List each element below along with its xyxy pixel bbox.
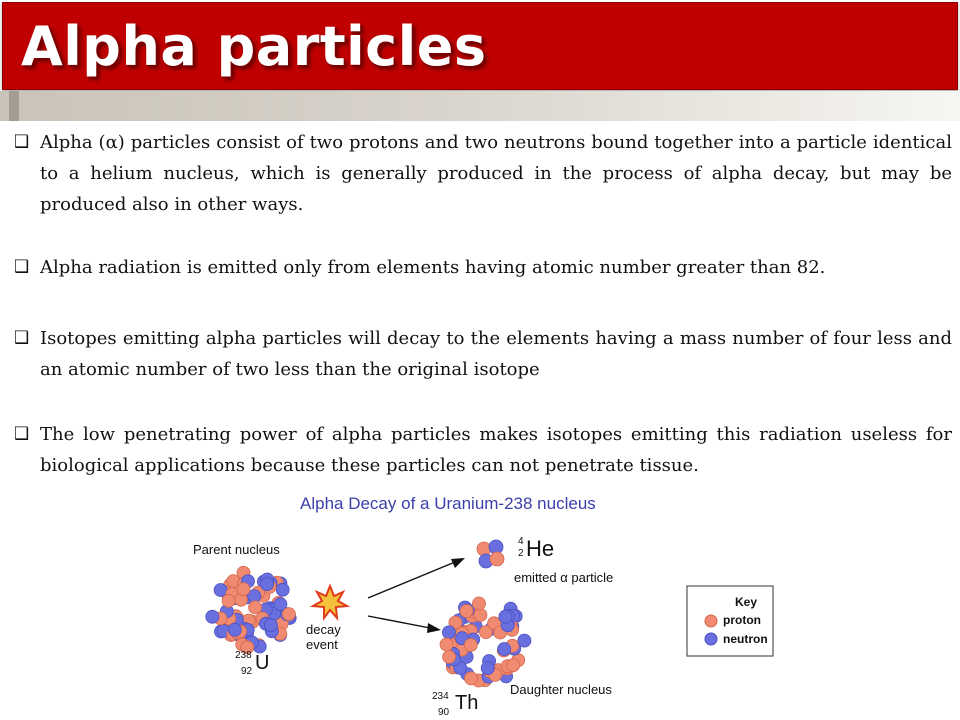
neutron-sphere <box>498 643 511 656</box>
bullet-text: Alpha (α) particles consist of two protons and two neutrons bound together into a particle identical to a helium nucleus, which is generally produced in the process of alpha decay, but may be produced also in other ways. <box>40 132 952 215</box>
proton-sphere <box>440 638 453 651</box>
key-neutron-icon <box>705 633 717 645</box>
neutron-sphere <box>261 578 274 591</box>
parent-nucleus <box>206 566 296 654</box>
key-proton-icon <box>705 615 717 627</box>
proton-sphere <box>465 672 478 685</box>
parent-nucleus-label: Parent nucleus <box>193 542 280 557</box>
daughter-mass-number: 234 <box>432 691 449 702</box>
parent-mass-number: 238 <box>235 650 252 661</box>
checkbox-bullet-icon: ❑ <box>14 424 30 444</box>
neutron-sphere <box>499 610 512 623</box>
proton-sphere <box>473 597 486 610</box>
event-word: event <box>306 637 338 652</box>
decay-event-label <box>306 622 341 652</box>
parent-atomic-number: 92 <box>241 666 253 677</box>
bullet-item <box>14 323 952 385</box>
bullet-item <box>14 252 952 283</box>
decay-word: decay <box>306 622 341 637</box>
neutron-sphere <box>481 662 494 675</box>
proton-sphere <box>282 608 295 621</box>
bullet-text: The low penetrating power of alpha particles makes isotopes emitting this radiation useless for biological applications because these particles can not penetrate tissue. <box>40 424 952 476</box>
neutron-sphere <box>228 623 241 636</box>
neutron-sphere <box>276 583 289 596</box>
key-proton-label: proton <box>723 613 761 627</box>
decay-star-icon <box>313 586 347 618</box>
alpha-decay-figure <box>185 488 775 720</box>
proton-sphere <box>490 552 504 566</box>
checkbox-bullet-icon: ❑ <box>14 328 30 348</box>
bullet-text: Alpha radiation is emitted only from elements having atomic number greater than 82. <box>40 257 826 278</box>
helium-atomic-number: 2 <box>518 548 524 559</box>
bullet-text: Isotopes emitting alpha particles will decay to the elements having a mass number of four less and an atomic number of two less than the original isotope <box>40 328 952 380</box>
helium-mass-number: 4 <box>518 536 524 547</box>
neutron-sphere <box>442 626 455 639</box>
proton-sphere <box>460 605 473 618</box>
bullet-item <box>14 419 952 481</box>
checkbox-bullet-icon: ❑ <box>14 132 30 152</box>
proton-sphere <box>222 594 235 607</box>
neutron-sphere <box>265 619 278 632</box>
proton-sphere <box>474 609 487 622</box>
key-neutron-label: neutron <box>723 632 768 646</box>
slide-title: Alpha particles <box>21 15 487 78</box>
arrowhead-icon <box>451 558 465 568</box>
arrow-to-alpha <box>368 562 455 598</box>
arrow-to-daughter <box>368 616 430 628</box>
arrowhead-icon <box>427 623 441 633</box>
decay-diagram <box>185 488 775 720</box>
daughter-nucleus-label: Daughter nucleus <box>510 682 612 697</box>
figure-title: Alpha Decay of a Uranium-238 nucleus <box>300 494 596 513</box>
proton-sphere <box>443 650 456 663</box>
bullet-item <box>14 127 952 220</box>
neutron-sphere <box>206 610 219 623</box>
helium-symbol: He <box>526 536 555 561</box>
checkbox-bullet-icon: ❑ <box>14 257 30 277</box>
proton-sphere <box>237 583 250 596</box>
neutron-sphere <box>518 634 531 647</box>
parent-symbol: U <box>255 652 270 674</box>
helium-nucleus <box>477 540 504 568</box>
proton-sphere <box>464 639 477 652</box>
daughter-symbol: Th <box>455 692 479 714</box>
proton-sphere <box>249 601 262 614</box>
key-title: Key <box>735 595 758 609</box>
daughter-nucleus <box>440 597 531 687</box>
emitted-alpha-label: emitted α particle <box>514 570 614 585</box>
daughter-atomic-number: 90 <box>438 707 450 718</box>
neutron-sphere <box>214 584 227 597</box>
proton-sphere <box>507 659 520 672</box>
